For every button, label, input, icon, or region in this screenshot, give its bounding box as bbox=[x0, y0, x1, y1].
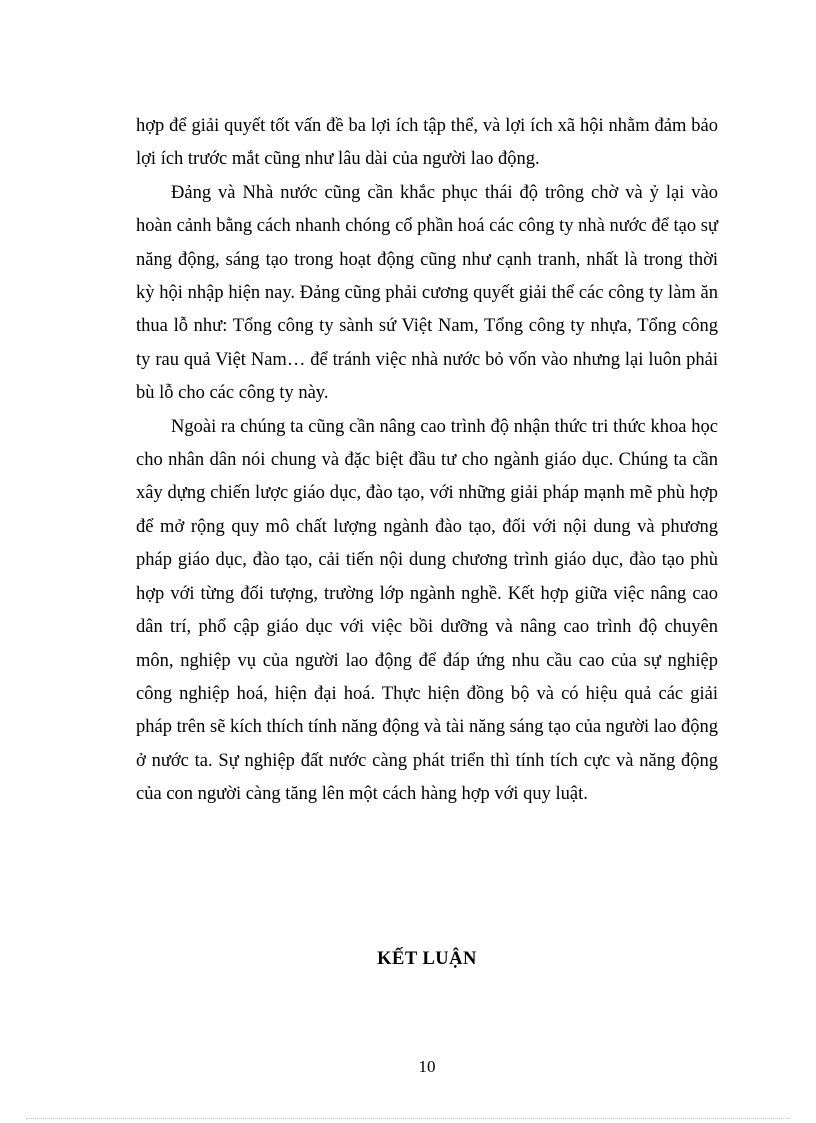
page-bottom-divider bbox=[26, 1118, 790, 1119]
paragraph-continuation: hợp để giải quyết tốt vấn đề ba lợi ích tập thể, và lợi ích xã hội nhằm đảm bảo lợi ích trước mắt cũng như lâu dài của người lao động. bbox=[136, 116, 718, 170]
paragraph-state-reform: Đảng và Nhà nước cũng cần khắc phục thái độ trông chờ và ỷ lại vào hoàn cảnh bằng cách nhanh chóng cổ phần hoá các công ty nhà nước để tạo sự năng động, sáng tạo trong hoạt động cũng như cạnh tranh, nhất là trong thời kỳ hội nhập hiện nay. Đảng cũng phải cương quyết giải thể các công ty làm ăn thua lỗ như: Tổng công ty sành sứ Việt Nam, Tổng công ty nhựa, Tổng công ty rau quả Việt Nam… để tránh việc nhà nước bỏ vốn vào nhưng lại luôn phải bù lỗ cho các công ty này. bbox=[136, 182, 718, 404]
page-number: 10 bbox=[418, 1057, 436, 1076]
paragraph-education: Ngoài ra chúng ta cũng cần nâng cao trình độ nhận thức tri thức khoa học cho nhân dân nói chung và đặc biệt đầu tư cho ngành giáo dục. Chúng ta cần xây dựng chiến lược giáo dục, đào tạo, với những giải pháp mạnh mẽ phù hợp để mở rộng quy mô chất lượng ngành đào tạo, đối với nội dung và phương pháp giáo dục, đào tạo, cải tiến nội dung chương trình giáo dục, đào tạo phù hợp với từng đối tượng, trường lớp ngành nghề. Kết hợp giữa việc nâng cao dân trí, phổ cập giáo dục với việc bồi dưỡng và nâng cao trình độ chuyên môn, nghiệp vụ của người lao động để đáp ứng nhu cầu cao của sự nghiệp công nghiệp hoá, hiện đại hoá. Thực hiện đồng bộ và có hiệu quả các giải pháp trên sẽ kích thích tính năng động và tài năng sáng tạo của người lao động ở nước ta. Sự nghiệp đất nước càng phát triển thì tính tích cực và năng động của con người càng tăng lên một cách hàng hợp với quy luật. bbox=[136, 416, 718, 805]
body-text bbox=[136, 110, 718, 812]
section-heading-conclusion: KẾT LUẬN bbox=[377, 949, 477, 969]
